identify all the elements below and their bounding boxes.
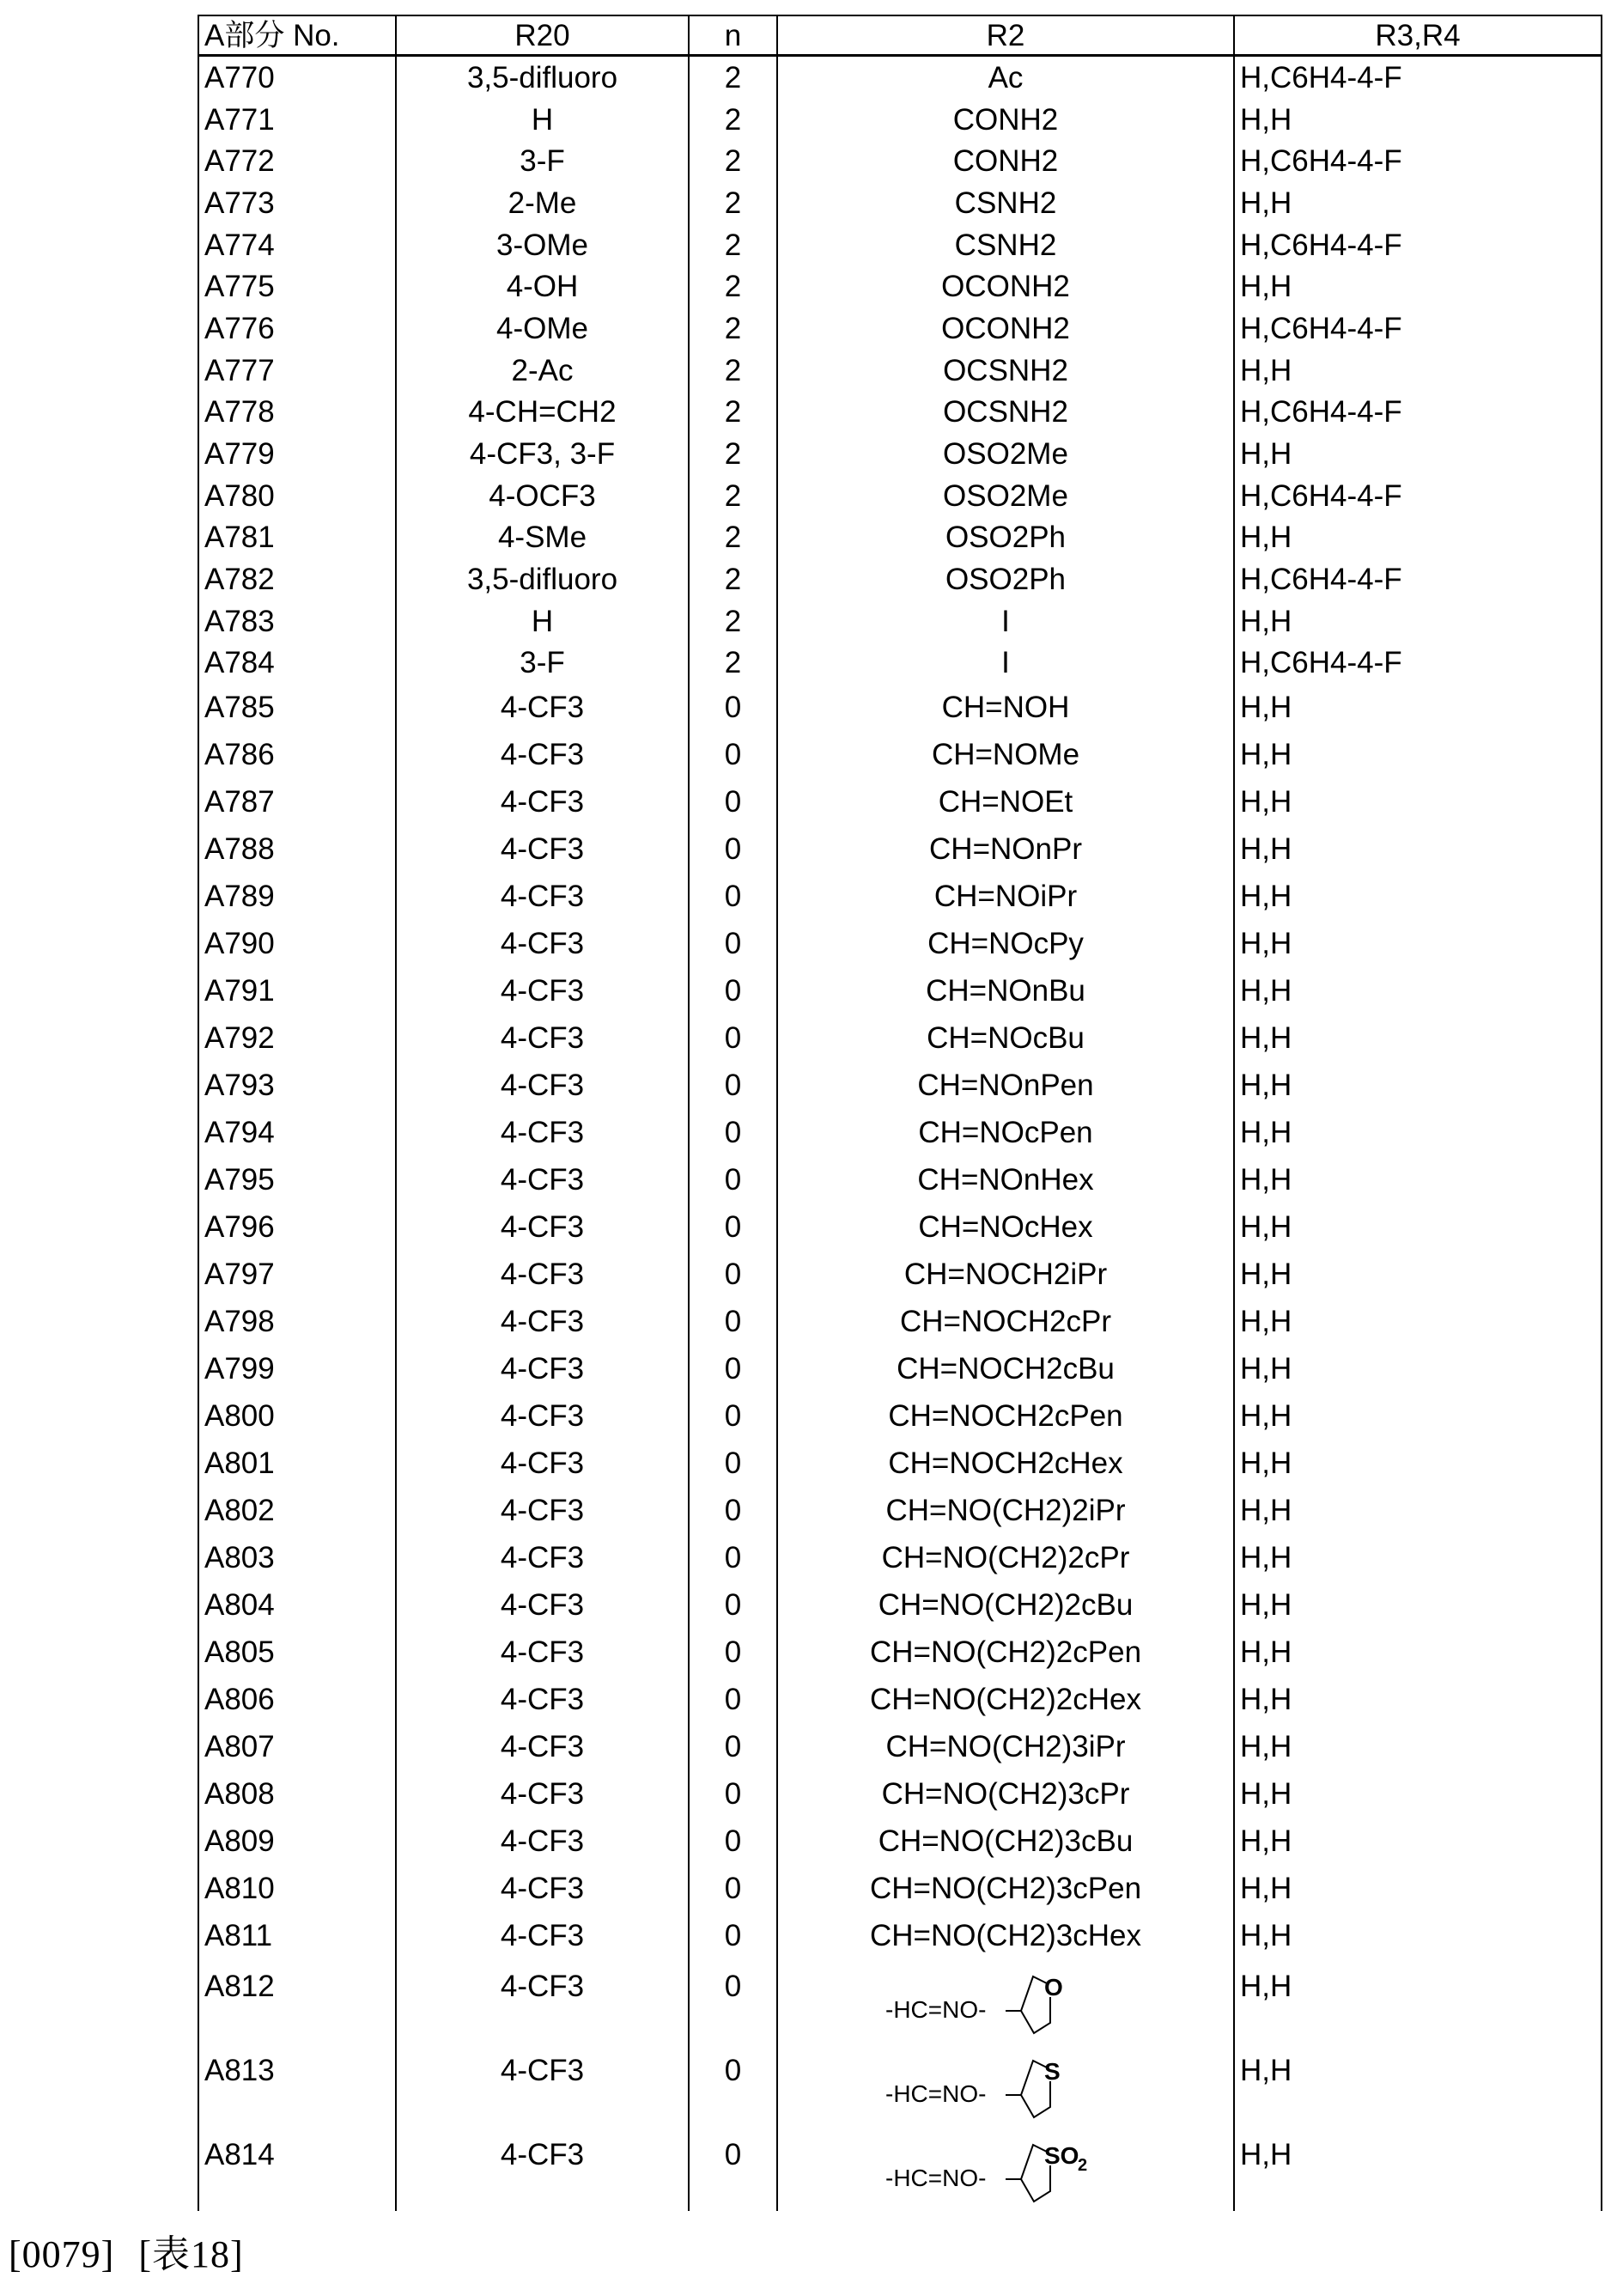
cell-r20: 2-Me xyxy=(396,182,689,224)
cell-r2: OSO2Ph xyxy=(777,517,1234,559)
table-row xyxy=(198,140,1602,182)
cell-r3-r4: H,H xyxy=(1234,1629,1602,1676)
cell-n: 0 xyxy=(689,1440,777,1487)
cell-r20: 4-CF3 xyxy=(396,1392,689,1440)
cell-r2: CH=NOcBu xyxy=(777,1014,1234,1062)
cell-r2: CH=NOnHex xyxy=(777,1156,1234,1203)
cell-n: 2 xyxy=(689,475,777,517)
cell-r3-r4: H,H xyxy=(1234,1912,1602,1959)
cell-n: 0 xyxy=(689,1865,777,1912)
cell-no: A797 xyxy=(198,1251,396,1298)
cell-n: 0 xyxy=(689,1818,777,1865)
cell-n: 0 xyxy=(689,1581,777,1629)
cell-r3-r4: H,H xyxy=(1234,2043,1602,2128)
cell-no: A783 xyxy=(198,600,396,643)
cell-r20: 4-CF3 xyxy=(396,1298,689,1345)
heteroatom-label: SO xyxy=(1044,2141,1079,2169)
cell-r3-r4: H,H xyxy=(1234,1581,1602,1629)
cell-no: A776 xyxy=(198,308,396,350)
cell-n: 0 xyxy=(689,731,777,778)
cell-no: A790 xyxy=(198,920,396,967)
cell-n: 2 xyxy=(689,56,777,99)
cell-r2: CONH2 xyxy=(777,140,1234,182)
cell-r20: 3-F xyxy=(396,140,689,182)
cell-no: A808 xyxy=(198,1770,396,1818)
table-row xyxy=(198,350,1602,392)
table-row xyxy=(198,1251,1602,1298)
table-row xyxy=(198,433,1602,475)
cell-n: 2 xyxy=(689,392,777,434)
cell-n: 0 xyxy=(689,1156,777,1203)
cell-no: A796 xyxy=(198,1203,396,1251)
cell-no: A800 xyxy=(198,1392,396,1440)
cell-r20: 4-CF3 xyxy=(396,1959,689,2043)
cell-no: A772 xyxy=(198,140,396,182)
cell-r2: CH=NO(CH2)3cBu xyxy=(777,1818,1234,1865)
cell-no: A802 xyxy=(198,1487,396,1534)
cell-r3-r4: H,H xyxy=(1234,2128,1602,2212)
table-row xyxy=(198,643,1602,685)
cell-r2-structure xyxy=(777,2128,1234,2212)
table-row xyxy=(198,308,1602,350)
cell-r2: I xyxy=(777,600,1234,643)
table-row xyxy=(198,967,1602,1014)
cell-n: 0 xyxy=(689,1770,777,1818)
cell-r20: 4-CF3 xyxy=(396,731,689,778)
table-row xyxy=(198,731,1602,778)
cell-n: 0 xyxy=(689,1203,777,1251)
cell-r20: 4-CF3 xyxy=(396,1723,689,1770)
cell-r2: CH=NO(CH2)2cPen xyxy=(777,1629,1234,1676)
cell-r20: 3,5-difluoro xyxy=(396,558,689,600)
cell-r2: OSO2Me xyxy=(777,433,1234,475)
ring-structure-icon xyxy=(868,2135,1143,2205)
cell-r20: 4-CF3, 3-F xyxy=(396,433,689,475)
oxime-prefix-label: -HC=NO- xyxy=(885,2080,987,2107)
cell-r20: 4-OH xyxy=(396,265,689,308)
cell-no: A805 xyxy=(198,1629,396,1676)
header-row xyxy=(198,15,1602,56)
subscript-label: 2 xyxy=(1078,2155,1088,2175)
table-row xyxy=(198,1203,1602,1251)
cell-r3-r4: H,C6H4-4-F xyxy=(1234,392,1602,434)
cell-r2: CONH2 xyxy=(777,99,1234,141)
cell-r20: 4-CF3 xyxy=(396,1581,689,1629)
cell-r3-r4: H,H xyxy=(1234,1440,1602,1487)
cell-no: A801 xyxy=(198,1440,396,1487)
cell-n: 0 xyxy=(689,1487,777,1534)
table-reference: [表18] xyxy=(138,2233,244,2275)
cell-r3-r4: H,H xyxy=(1234,1392,1602,1440)
table-row xyxy=(198,1298,1602,1345)
cell-r2: CH=NO(CH2)3cPr xyxy=(777,1770,1234,1818)
cell-r3-r4: H,H xyxy=(1234,778,1602,825)
cell-r2: Ac xyxy=(777,56,1234,99)
table-row xyxy=(198,825,1602,873)
cell-no: A813 xyxy=(198,2043,396,2128)
cell-r3-r4: H,H xyxy=(1234,1534,1602,1581)
cell-n: 0 xyxy=(689,1534,777,1581)
cell-no: A810 xyxy=(198,1865,396,1912)
heteroatom-label: S xyxy=(1044,2057,1061,2085)
cell-r2: CH=NOcPen xyxy=(777,1109,1234,1156)
cell-no: A780 xyxy=(198,475,396,517)
cell-r3-r4: H,C6H4-4-F xyxy=(1234,558,1602,600)
cell-n: 2 xyxy=(689,517,777,559)
ring-structure-icon xyxy=(868,1966,1143,2037)
cell-n: 2 xyxy=(689,308,777,350)
cell-r3-r4: H,H xyxy=(1234,1109,1602,1156)
cell-r20: 4-CF3 xyxy=(396,873,689,920)
cell-r2: CH=NOCH2iPr xyxy=(777,1251,1234,1298)
cell-no: A785 xyxy=(198,684,396,731)
table-row xyxy=(198,475,1602,517)
header-r20: R20 xyxy=(396,15,689,56)
table-row xyxy=(198,265,1602,308)
cell-r3-r4: H,H xyxy=(1234,873,1602,920)
cell-r20: 4-CF3 xyxy=(396,967,689,1014)
cell-r20: 4-SMe xyxy=(396,517,689,559)
cell-n: 0 xyxy=(689,873,777,920)
cell-r2: CH=NOCH2cBu xyxy=(777,1345,1234,1392)
cell-no: A778 xyxy=(198,392,396,434)
cell-no: A811 xyxy=(198,1912,396,1959)
cell-n: 2 xyxy=(689,350,777,392)
cell-r3-r4: H,C6H4-4-F xyxy=(1234,308,1602,350)
cell-r3-r4: H,H xyxy=(1234,1959,1602,2043)
table-row xyxy=(198,1912,1602,1959)
cell-r20: H xyxy=(396,600,689,643)
cell-r3-r4: H,H xyxy=(1234,967,1602,1014)
cell-n: 0 xyxy=(689,1345,777,1392)
cell-r2: OSO2Me xyxy=(777,475,1234,517)
cell-r20: 4-CF3 xyxy=(396,1770,689,1818)
table-row xyxy=(198,1676,1602,1723)
cell-no: A774 xyxy=(198,224,396,266)
cell-r3-r4: H,H xyxy=(1234,1723,1602,1770)
cell-n: 0 xyxy=(689,2043,777,2128)
cell-r2: CH=NO(CH2)2iPr xyxy=(777,1487,1234,1534)
cell-no: A792 xyxy=(198,1014,396,1062)
cell-r20: 4-CF3 xyxy=(396,920,689,967)
cell-no: A798 xyxy=(198,1298,396,1345)
cell-n: 0 xyxy=(689,920,777,967)
cell-r3-r4: H,H xyxy=(1234,517,1602,559)
cell-r3-r4: H,H xyxy=(1234,920,1602,967)
cell-no: A782 xyxy=(198,558,396,600)
cell-r2: CH=NOCH2cHex xyxy=(777,1440,1234,1487)
table-row xyxy=(198,1770,1602,1818)
header-a-part-no: A部分 No. xyxy=(198,15,396,56)
cell-r20: 3,5-difluoro xyxy=(396,56,689,99)
cell-r20: 4-CF3 xyxy=(396,2128,689,2212)
cell-no: A771 xyxy=(198,99,396,141)
cell-r3-r4: H,H xyxy=(1234,684,1602,731)
table-row xyxy=(198,873,1602,920)
cell-r20: 3-F xyxy=(396,643,689,685)
table-row xyxy=(198,778,1602,825)
ring-structure-icon xyxy=(868,2050,1143,2121)
compound-table xyxy=(198,15,1602,2211)
oxime-prefix-label: -HC=NO- xyxy=(885,1996,987,2024)
cell-r2: CH=NO(CH2)3cHex xyxy=(777,1912,1234,1959)
cell-r20: 4-CF3 xyxy=(396,684,689,731)
cell-r3-r4: H,H xyxy=(1234,825,1602,873)
cell-r20: 4-CF3 xyxy=(396,1912,689,1959)
cell-r2: CH=NOnPen xyxy=(777,1062,1234,1109)
cell-r3-r4: H,C6H4-4-F xyxy=(1234,643,1602,685)
cell-r3-r4: H,H xyxy=(1234,182,1602,224)
cell-r2: I xyxy=(777,643,1234,685)
cell-r3-r4: H,H xyxy=(1234,433,1602,475)
cell-r2: OCONH2 xyxy=(777,308,1234,350)
cell-r20: 3-OMe xyxy=(396,224,689,266)
cell-n: 0 xyxy=(689,1298,777,1345)
cell-n: 0 xyxy=(689,1251,777,1298)
cell-n: 0 xyxy=(689,1959,777,2043)
cell-n: 0 xyxy=(689,825,777,873)
table-row xyxy=(198,1581,1602,1629)
cell-n: 2 xyxy=(689,140,777,182)
cell-r3-r4: H,H xyxy=(1234,1251,1602,1298)
cell-r2: OCSNH2 xyxy=(777,350,1234,392)
cell-no: A809 xyxy=(198,1818,396,1865)
cell-r3-r4: H,H xyxy=(1234,350,1602,392)
cell-r20: 4-OCF3 xyxy=(396,475,689,517)
cell-r2: CH=NOiPr xyxy=(777,873,1234,920)
table-row xyxy=(198,1345,1602,1392)
cell-no: A793 xyxy=(198,1062,396,1109)
cell-n: 2 xyxy=(689,600,777,643)
cell-n: 0 xyxy=(689,1014,777,1062)
cell-r3-r4: H,C6H4-4-F xyxy=(1234,475,1602,517)
cell-n: 0 xyxy=(689,967,777,1014)
cell-r20: 4-CF3 xyxy=(396,1203,689,1251)
cell-no: A777 xyxy=(198,350,396,392)
cell-r20: 4-CF3 xyxy=(396,1818,689,1865)
cell-no: A791 xyxy=(198,967,396,1014)
cell-r2: CH=NO(CH2)3iPr xyxy=(777,1723,1234,1770)
cell-r2: CH=NOnPr xyxy=(777,825,1234,873)
cell-n: 0 xyxy=(689,1392,777,1440)
cell-r3-r4: H,H xyxy=(1234,600,1602,643)
cell-r3-r4: H,H xyxy=(1234,1156,1602,1203)
cell-no: A770 xyxy=(198,56,396,99)
heteroatom-label: O xyxy=(1044,1974,1063,2001)
cell-r20: 4-CF3 xyxy=(396,1062,689,1109)
cell-r3-r4: H,H xyxy=(1234,731,1602,778)
table-row-structure xyxy=(198,1959,1602,2043)
cell-r2: OSO2Ph xyxy=(777,558,1234,600)
cell-r20: 4-CF3 xyxy=(396,1487,689,1534)
cell-r20: 4-CF3 xyxy=(396,1109,689,1156)
oxime-prefix-label: -HC=NO- xyxy=(885,2164,987,2191)
table-row xyxy=(198,182,1602,224)
cell-r2: CH=NOMe xyxy=(777,731,1234,778)
cell-r20: 4-OMe xyxy=(396,308,689,350)
cell-r2: CH=NOcPy xyxy=(777,920,1234,967)
cell-r2: CH=NOEt xyxy=(777,778,1234,825)
cell-no: A807 xyxy=(198,1723,396,1770)
table-row xyxy=(198,224,1602,266)
header-r3-r4: R3,R4 xyxy=(1234,15,1602,56)
cell-no: A799 xyxy=(198,1345,396,1392)
cell-r20: 4-CF3 xyxy=(396,1440,689,1487)
cell-r2: CSNH2 xyxy=(777,224,1234,266)
cell-r3-r4: H,H xyxy=(1234,1487,1602,1534)
table-row xyxy=(198,1629,1602,1676)
table-row xyxy=(198,1723,1602,1770)
cell-r2-structure xyxy=(777,1959,1234,2043)
cell-no: A803 xyxy=(198,1534,396,1581)
cell-r2: OCSNH2 xyxy=(777,392,1234,434)
cell-no: A787 xyxy=(198,778,396,825)
table-row xyxy=(198,1156,1602,1203)
cell-r3-r4: H,H xyxy=(1234,1818,1602,1865)
table-row-structure xyxy=(198,2043,1602,2128)
cell-r3-r4: H,C6H4-4-F xyxy=(1234,140,1602,182)
cell-r20: H xyxy=(396,99,689,141)
header-n: n xyxy=(689,15,777,56)
cell-r3-r4: H,H xyxy=(1234,1062,1602,1109)
table-row xyxy=(198,1534,1602,1581)
cell-no: A786 xyxy=(198,731,396,778)
cell-r2: CH=NOCH2cPr xyxy=(777,1298,1234,1345)
cell-n: 2 xyxy=(689,224,777,266)
cell-r3-r4: H,H xyxy=(1234,1298,1602,1345)
cell-r2: CH=NO(CH2)2cHex xyxy=(777,1676,1234,1723)
header-r2: R2 xyxy=(777,15,1234,56)
cell-n: 0 xyxy=(689,684,777,731)
cell-r3-r4: H,C6H4-4-F xyxy=(1234,56,1602,99)
cell-no: A779 xyxy=(198,433,396,475)
caption xyxy=(9,2223,268,2278)
cell-r20: 4-CF3 xyxy=(396,1676,689,1723)
cell-no: A814 xyxy=(198,2128,396,2212)
cell-n: 0 xyxy=(689,2128,777,2212)
cell-r20: 4-CF3 xyxy=(396,1534,689,1581)
cell-n: 2 xyxy=(689,558,777,600)
cell-r3-r4: H,H xyxy=(1234,1014,1602,1062)
cell-r2: CH=NO(CH2)2cPr xyxy=(777,1534,1234,1581)
cell-r3-r4: H,H xyxy=(1234,1770,1602,1818)
table-row xyxy=(198,1818,1602,1865)
table-row xyxy=(198,517,1602,559)
table-row xyxy=(198,1865,1602,1912)
cell-no: A781 xyxy=(198,517,396,559)
cell-r20: 4-CH=CH2 xyxy=(396,392,689,434)
cell-n: 0 xyxy=(689,1912,777,1959)
table-row xyxy=(198,1109,1602,1156)
cell-r2: CH=NOnBu xyxy=(777,967,1234,1014)
cell-no: A775 xyxy=(198,265,396,308)
cell-n: 0 xyxy=(689,1723,777,1770)
cell-no: A788 xyxy=(198,825,396,873)
table-row xyxy=(198,1487,1602,1534)
cell-r3-r4: H,H xyxy=(1234,99,1602,141)
cell-r2: CH=NO(CH2)2cBu xyxy=(777,1581,1234,1629)
cell-no: A795 xyxy=(198,1156,396,1203)
cell-n: 0 xyxy=(689,1062,777,1109)
cell-no: A784 xyxy=(198,643,396,685)
cell-r2: OCONH2 xyxy=(777,265,1234,308)
cell-r20: 4-CF3 xyxy=(396,825,689,873)
cell-n: 2 xyxy=(689,643,777,685)
cell-r20: 4-CF3 xyxy=(396,1629,689,1676)
cell-n: 0 xyxy=(689,1629,777,1676)
cell-no: A789 xyxy=(198,873,396,920)
cell-n: 0 xyxy=(689,1676,777,1723)
table-row xyxy=(198,1014,1602,1062)
table-row xyxy=(198,558,1602,600)
cell-r20: 4-CF3 xyxy=(396,1156,689,1203)
cell-r2: CH=NOCH2cPen xyxy=(777,1392,1234,1440)
cell-r2: CH=NOcHex xyxy=(777,1203,1234,1251)
table-row xyxy=(198,1440,1602,1487)
table-row-structure xyxy=(198,2128,1602,2212)
cell-r2: CSNH2 xyxy=(777,182,1234,224)
cell-n: 0 xyxy=(689,1109,777,1156)
cell-r20: 4-CF3 xyxy=(396,1014,689,1062)
cell-r3-r4: H,H xyxy=(1234,265,1602,308)
cell-r20: 4-CF3 xyxy=(396,778,689,825)
cell-r3-r4: H,C6H4-4-F xyxy=(1234,224,1602,266)
cell-n: 2 xyxy=(689,265,777,308)
cell-r20: 2-Ac xyxy=(396,350,689,392)
cell-no: A794 xyxy=(198,1109,396,1156)
cell-n: 2 xyxy=(689,99,777,141)
cell-r20: 4-CF3 xyxy=(396,1251,689,1298)
cell-no: A806 xyxy=(198,1676,396,1723)
cell-no: A804 xyxy=(198,1581,396,1629)
cell-n: 0 xyxy=(689,778,777,825)
cell-r20: 4-CF3 xyxy=(396,2043,689,2128)
table-row xyxy=(198,600,1602,643)
table-row xyxy=(198,920,1602,967)
cell-no: A812 xyxy=(198,1959,396,2043)
table-row xyxy=(198,1062,1602,1109)
cell-no: A773 xyxy=(198,182,396,224)
table-row xyxy=(198,392,1602,434)
cell-r2: CH=NO(CH2)3cPen xyxy=(777,1865,1234,1912)
cell-r3-r4: H,H xyxy=(1234,1203,1602,1251)
cell-n: 2 xyxy=(689,182,777,224)
cell-n: 2 xyxy=(689,433,777,475)
table-row xyxy=(198,684,1602,731)
cell-r3-r4: H,H xyxy=(1234,1865,1602,1912)
table-row xyxy=(198,56,1602,99)
cell-r3-r4: H,H xyxy=(1234,1676,1602,1723)
cell-r2-structure xyxy=(777,2043,1234,2128)
cell-r20: 4-CF3 xyxy=(396,1345,689,1392)
cell-r2: CH=NOH xyxy=(777,684,1234,731)
table-row xyxy=(198,1392,1602,1440)
table-row xyxy=(198,99,1602,141)
cell-r3-r4: H,H xyxy=(1234,1345,1602,1392)
cell-r20: 4-CF3 xyxy=(396,1865,689,1912)
paragraph-number: [0079] xyxy=(9,2233,115,2275)
